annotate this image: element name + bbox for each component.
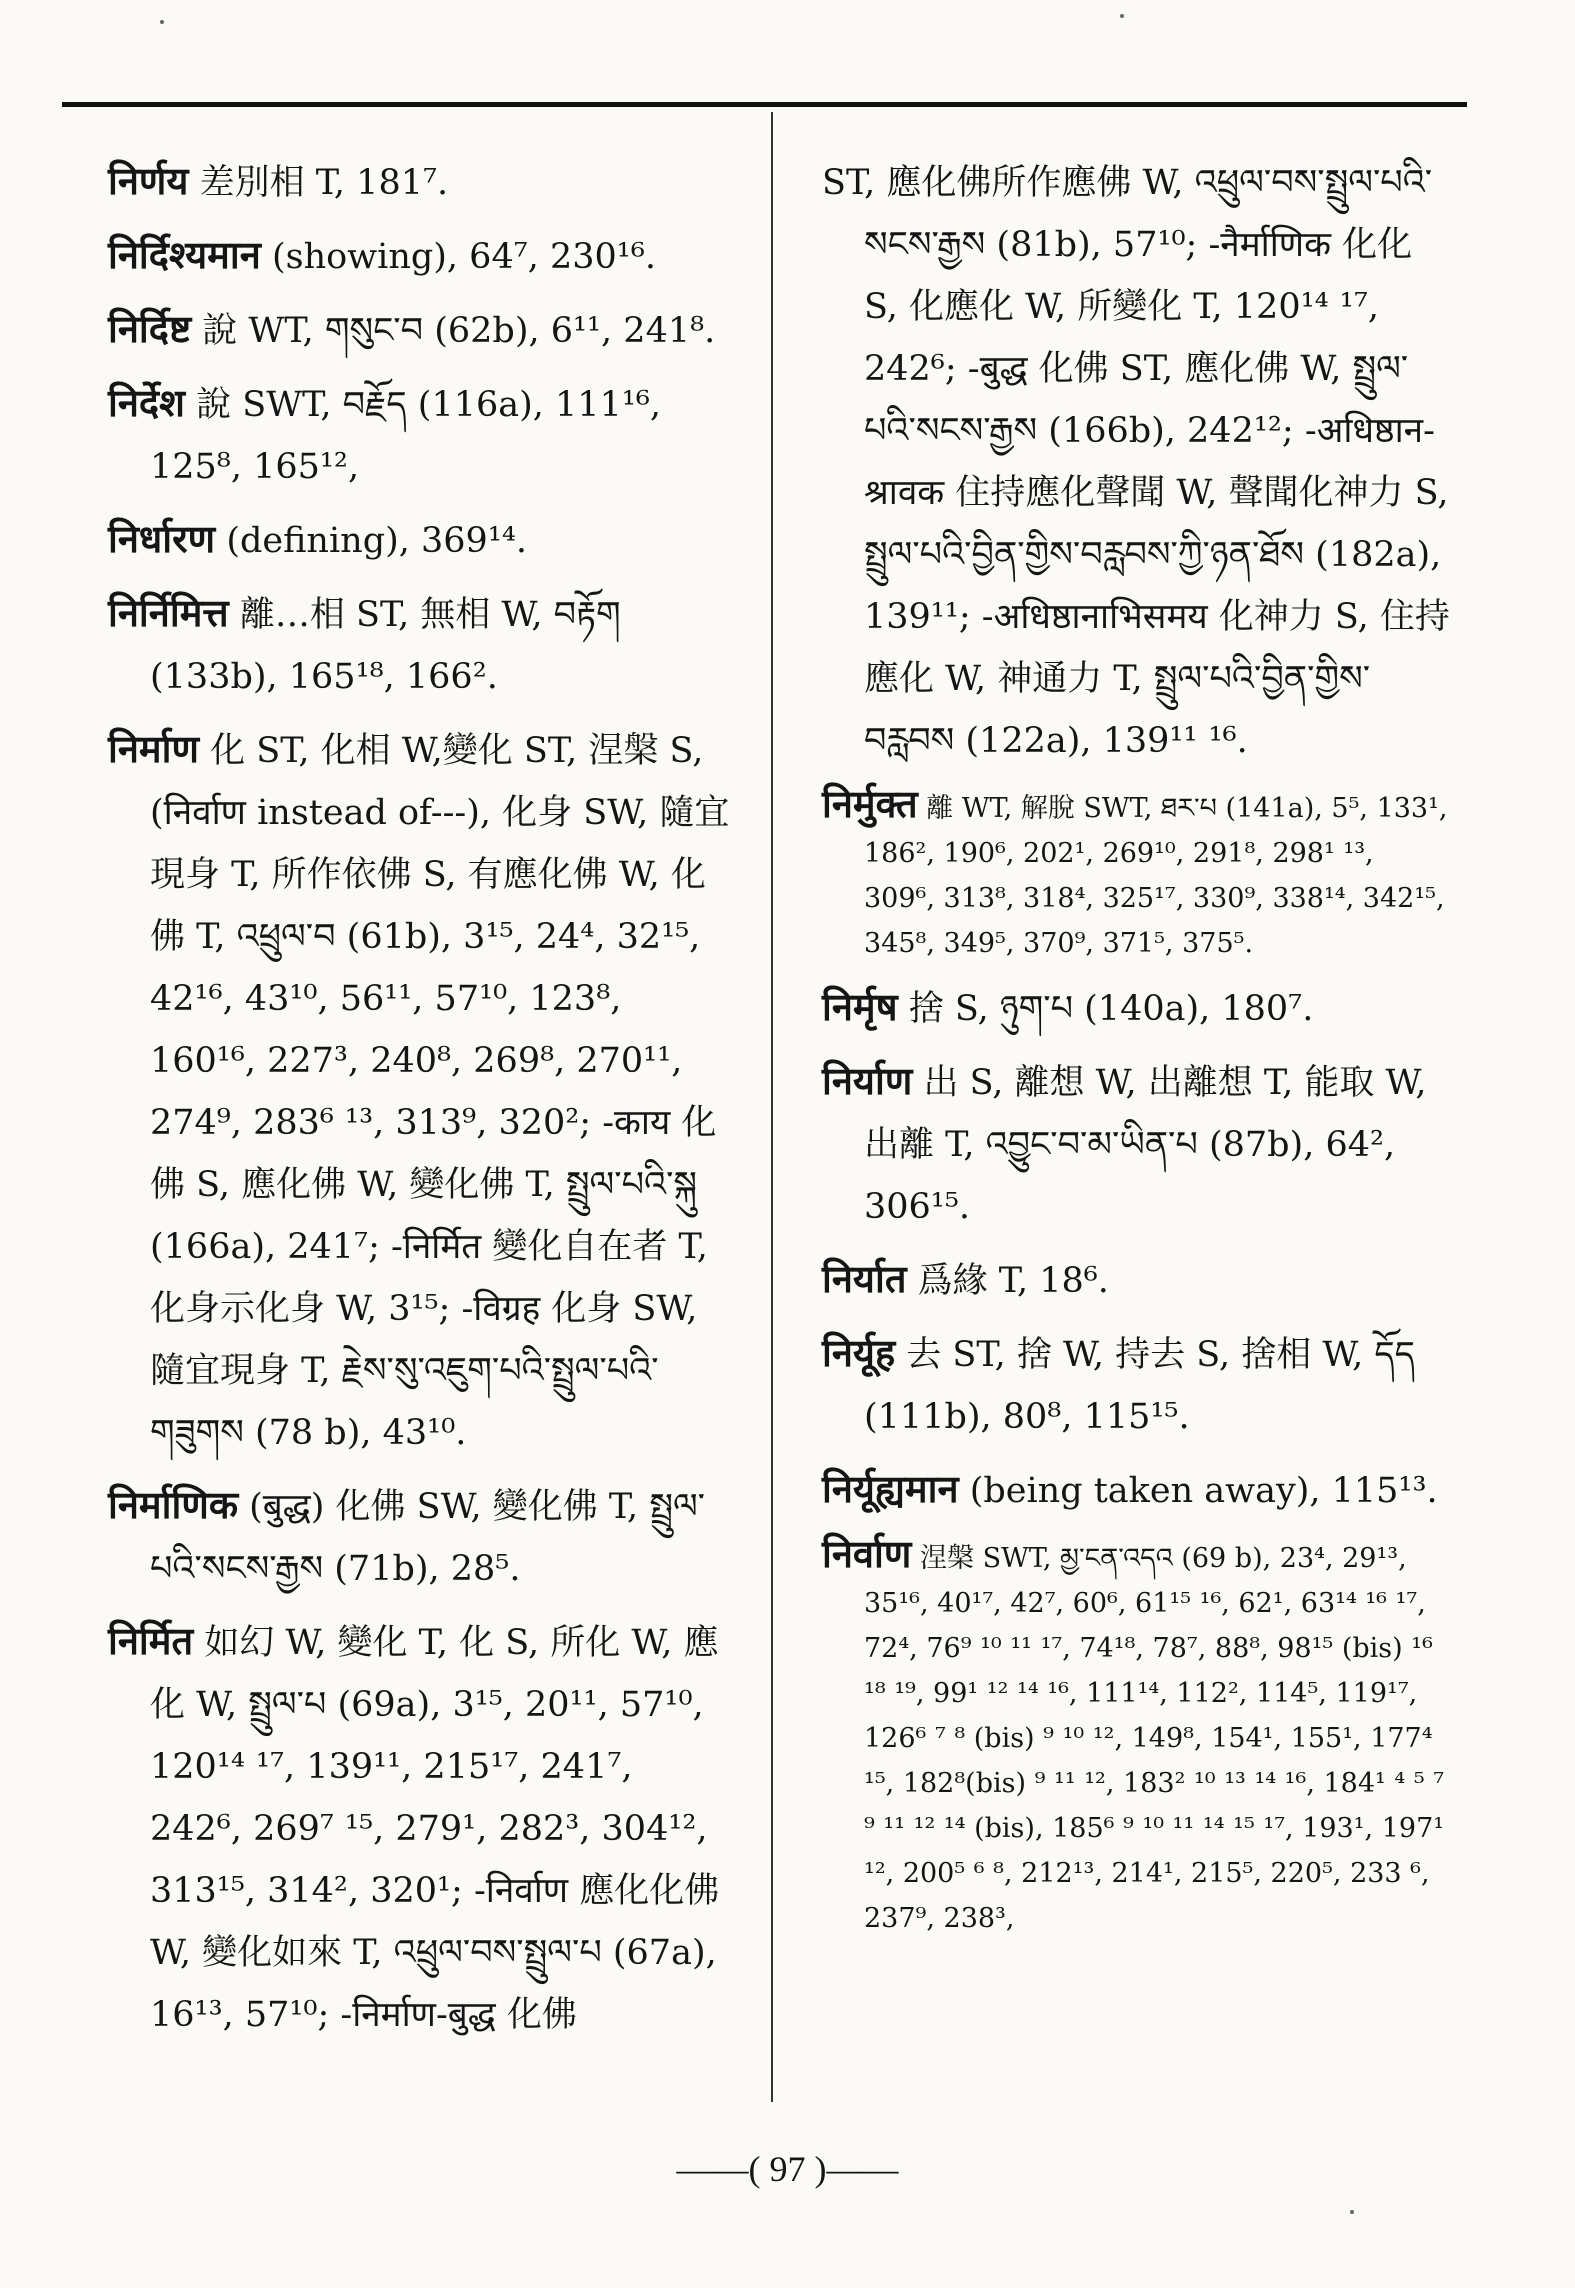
- entry-body: ST, 應化佛所作應佛 W, འཕྲུལ་བས་སྤྲུལ་པའི་སངས་རྒྱས (81b), 57¹⁰; -नैर्माणिक 化化 S, 化應化 W, 所變化 T, 120¹⁴ ¹⁷, 242⁶; -बुद्ध 化佛 ST, 應化佛 W, སྤྲུལ་པའི་སངས་རྒྱས (166b), 242¹²; -अधिष्ठान-श्रावक 住持應化聲聞 W, 聲聞化神力 S, སྤྲུལ་པའི་བྱིན་གྱིས་བརླབས་ཀྱི་ཉན་ཐོས (182a), 139¹¹; -अधिष्ठानाभिसमय 化神力 S, 住持應化 W, 神通力 T, སྤྲུལ་པའི་བྱིན་གྱིས་བརླབས (122a), 139¹¹ ¹⁶.: [822, 163, 1450, 761]
- scan-speck: [160, 20, 164, 24]
- entry-headword: निर्यूह्यमान: [822, 1467, 959, 1511]
- entry-headword: निर्णय: [108, 159, 189, 203]
- entry-headword: निर्निमित्त: [108, 591, 229, 635]
- dictionary-entry-continued: [822, 150, 1452, 772]
- scan-speck: [1120, 14, 1124, 18]
- dictionary-entry: [822, 1248, 1452, 1312]
- entry-body: 差別相 T, 181⁷.: [199, 163, 449, 203]
- entry-body: 說 WT, གསུང་བ (62b), 6¹¹, 241⁸.: [202, 311, 716, 351]
- dictionary-entry: [108, 1474, 733, 1600]
- entry-headword: निर्यूह: [822, 1331, 896, 1375]
- entry-body: (being taken away), 115¹³.: [969, 1471, 1438, 1511]
- column-rule: [771, 112, 773, 2102]
- dictionary-entry: [822, 1532, 1452, 1941]
- entry-body: (showing), 64⁷, 230¹⁶.: [271, 237, 656, 277]
- right-column: [822, 150, 1452, 1951]
- entry-body: 離 WT, 解脫 SWT, ཐར་པ (141a), 5⁵, 133¹, 186², 190⁶, 202¹, 269¹⁰, 291⁸, 298¹ ¹³, 309⁶, 313⁸, 318⁴, 325¹⁷, 330⁹, 338¹⁴, 342¹⁵, 345⁸, 349⁵, 370⁹, 371⁵, 375⁵.: [864, 793, 1448, 959]
- entry-headword: निर्माणिक: [108, 1483, 238, 1527]
- dictionary-entry: [108, 150, 733, 214]
- entry-headword: निर्मृष: [822, 985, 898, 1029]
- entry-body: 涅槃 SWT, མྱ་ངན་འདའ (69 b), 23⁴, 29¹³, 35¹⁶, 40¹⁷, 42⁷, 60⁶, 61¹⁵ ¹⁶, 62¹, 63¹⁴ ¹⁶ ¹⁷, 72⁴, 76⁹ ¹⁰ ¹¹ ¹⁷, 74¹⁸, 78⁷, 88⁸, 98¹⁵ (bis) ¹⁶ ¹⁸ ¹⁹, 99¹ ¹² ¹⁴ ¹⁶, 111¹⁴, 112², 114⁵, 119¹⁷, 126⁶ ⁷ ⁸ (bis) ⁹ ¹⁰ ¹², 149⁸, 154¹, 155¹, 177⁴ ¹⁵, 182⁸(bis) ⁹ ¹¹ ¹², 183² ¹⁰ ¹³ ¹⁴ ¹⁶, 184¹ ⁴ ⁵ ⁷ ⁹ ¹¹ ¹² ¹⁴ (bis), 185⁶ ⁹ ¹⁰ ¹¹ ¹⁴ ¹⁵ ¹⁷, 193¹, 197¹ ¹², 200⁵ ⁶ ⁸, 212¹³, 214¹, 215⁵, 220⁵, 233 ⁶, 237⁹, 238³,: [864, 1543, 1445, 1934]
- dictionary-entry: [108, 508, 733, 572]
- entry-body: 出 S, 離想 W, 出離想 T, 能取 W, 出離 T, འབྱུང་བ་མ་ཡིན་པ (87b), 64², 306¹⁵.: [864, 1063, 1427, 1227]
- entry-body: (बुद्ध) 化佛 SW, 變化佛 T, སྤྲུལ་པའི་སངས་རྒྱས (71b), 28⁵.: [150, 1487, 705, 1589]
- dictionary-entry: [822, 782, 1452, 966]
- entry-headword: निर्माण: [108, 727, 199, 771]
- dictionary-entry: [108, 718, 733, 1464]
- entry-body: 如幻 W, 變化 T, 化 S, 所化 W, 應化 W, སྤྲུལ་པ (69a), 3¹⁵, 20¹¹, 57¹⁰, 120¹⁴ ¹⁷, 139¹¹, 215¹⁷, 241⁷, 242⁶, 269⁷ ¹⁵, 279¹, 282³, 304¹², 313¹⁵, 314², 320¹; -निर्वाण 應化化佛 W, 變化如來 T, འཕྲུལ་བས་སྤྲུལ་པ (67a), 16¹³, 57¹⁰; -निर्माण-बुद्ध 化佛: [150, 1623, 720, 2035]
- dictionary-entry: [108, 1610, 733, 2046]
- dictionary-entry: [108, 298, 733, 362]
- left-column: [108, 150, 733, 2056]
- entry-headword: निर्दिष्ट: [108, 307, 192, 351]
- entry-headword: निर्देश: [108, 381, 185, 425]
- dictionary-entry: [822, 1458, 1452, 1522]
- entry-headword: निर्वाण: [822, 1532, 912, 1576]
- dictionary-entry: [822, 1322, 1452, 1448]
- scan-speck: [1350, 2210, 1354, 2214]
- entry-headword: निर्याण: [822, 1059, 913, 1103]
- top-rule: [62, 102, 1467, 107]
- dictionary-entry: [822, 976, 1452, 1040]
- entry-body: 化 ST, 化相 W,變化 ST, 涅槃 S, (निर्वाण instead of---), 化身 SW, 隨宜現身 T, 所作依佛 S, 有應化佛 W, 化佛 T, འཕྲུལ་བ (61b), 3¹⁵, 24⁴, 32¹⁵, 42¹⁶, 43¹⁰, 56¹¹, 57¹⁰, 123⁸, 160¹⁶, 227³, 240⁸, 269⁸, 270¹¹, 274⁹, 283⁶ ¹³, 313⁹, 320²; -काय 化佛 S, 應化佛 W, 變化佛 T, སྤྲུལ་པའི་སྐུ (166a), 241⁷; -निर्मित 變化自在者 T, 化身示化身 W, 3¹⁵; -विग्रह 化身 SW, 隨宜現身 T, རྗེས་སུ་འཇུག་པའི་སྤྲུལ་པའི་གཟུགས (78 b), 43¹⁰.: [150, 731, 730, 1453]
- entry-body: 爲緣 T, 18⁶.: [917, 1261, 1109, 1301]
- dictionary-entry: [108, 224, 733, 288]
- entry-headword: निर्दिश्यमान: [108, 233, 261, 277]
- entry-body: 離…相 ST, 無相 W, བརྟོག (133b), 165¹⁸, 166².: [150, 595, 621, 697]
- dictionary-entry: [822, 1050, 1452, 1238]
- entry-body: 說 SWT, བརྗོད (116a), 111¹⁶, 125⁸, 165¹²,: [150, 385, 662, 487]
- entry-body: 捨 S, ཉུག་པ (140a), 180⁷.: [908, 989, 1314, 1029]
- dictionary-entry: [108, 372, 733, 498]
- entry-headword: निर्यात: [822, 1257, 907, 1301]
- entry-body: (defining), 369¹⁴.: [226, 521, 528, 561]
- entry-headword: निर्धारण: [108, 517, 216, 561]
- entry-body: 去 ST, 捨 W, 持去 S, 捨相 W, དོད (111b), 80⁸, 115¹⁵.: [864, 1335, 1415, 1437]
- entry-headword: निर्मित: [108, 1619, 194, 1663]
- dictionary-entry: [108, 582, 733, 708]
- entry-headword: निर्मुक्त: [822, 782, 918, 826]
- page-number: ——( 97 )——: [676, 2149, 899, 2189]
